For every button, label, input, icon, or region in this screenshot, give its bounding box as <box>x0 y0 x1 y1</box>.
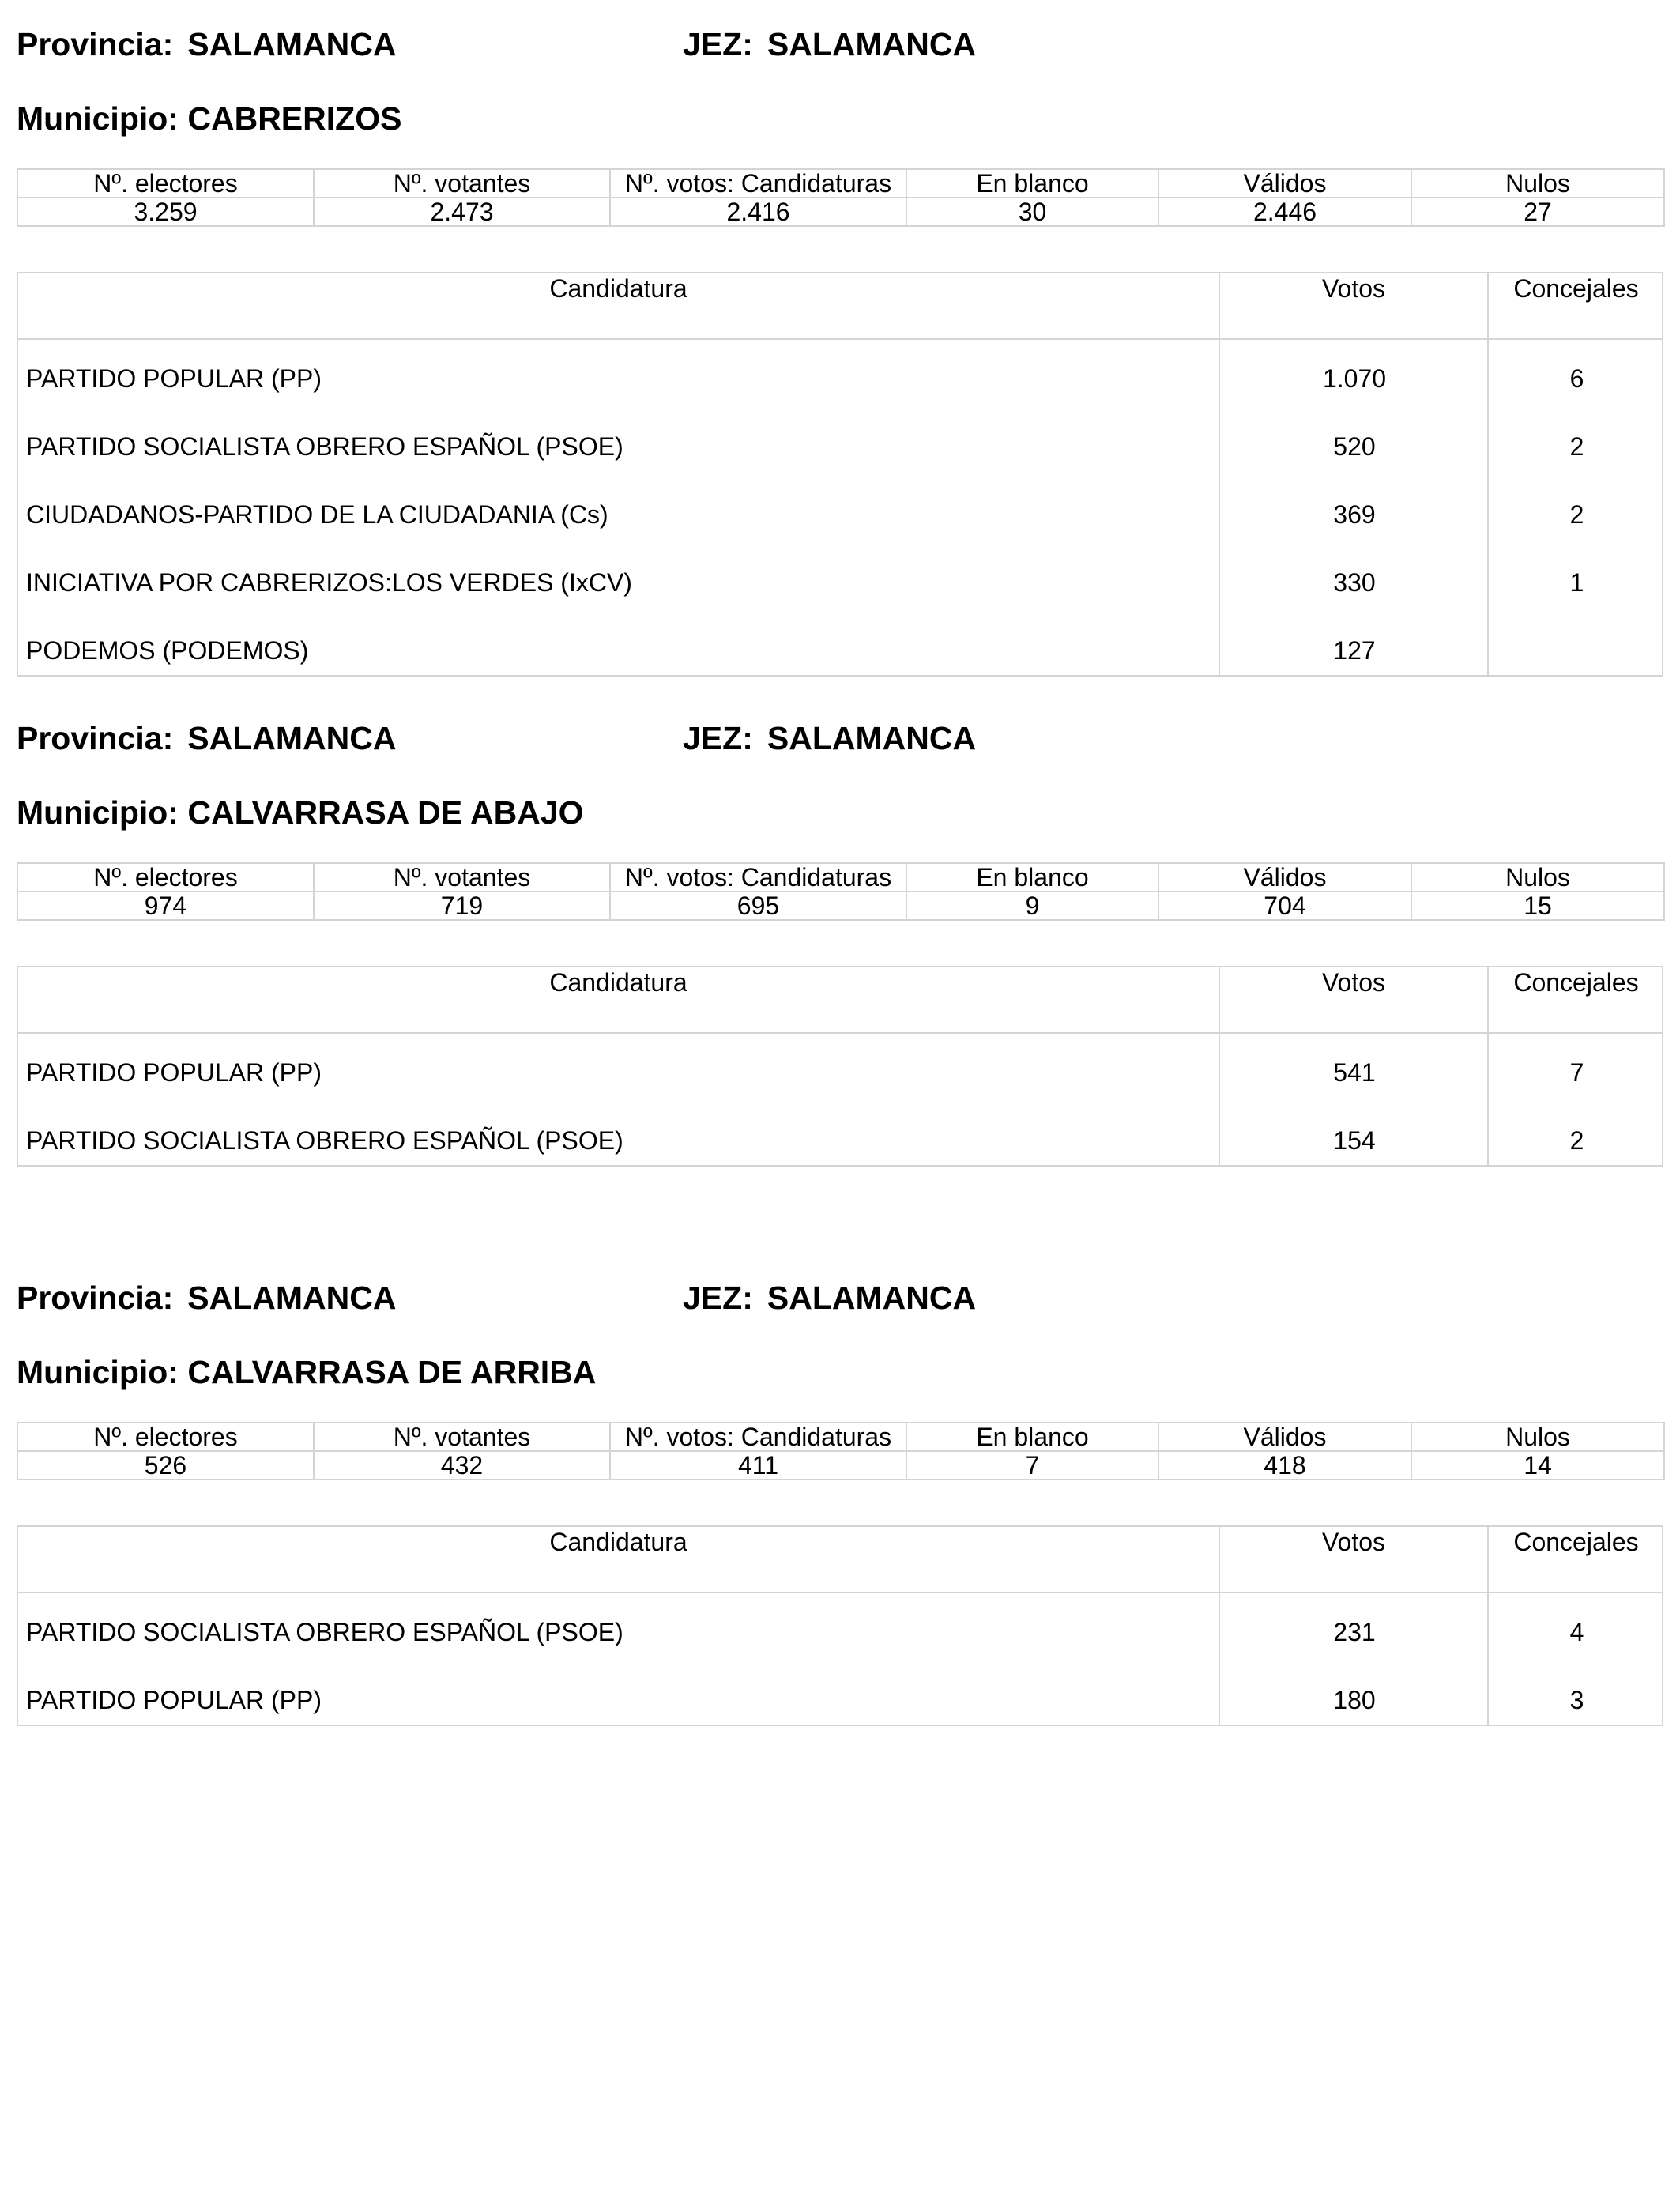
provincia-line <box>17 25 396 63</box>
stats-table <box>17 862 1665 921</box>
stats-header-cell: Nº. votos: Candidaturas <box>610 863 906 892</box>
stats-value-cell: 719 <box>314 892 610 920</box>
stats-header-cell: En blanco <box>906 1423 1158 1451</box>
stats-header-cell: Nº. votantes <box>314 169 610 198</box>
stats-header-cell: En blanco <box>906 169 1158 198</box>
candidatura-concejales: 2 <box>1569 1126 1584 1155</box>
jez-label: JEZ: <box>683 1280 753 1316</box>
candidatura-votos: 541 <box>1333 1058 1376 1087</box>
candidatura-name: INICIATIVA POR CABRERIZOS:LOS VERDES (IxCV) <box>26 568 632 597</box>
municipio-label: Municipio: <box>17 1354 179 1390</box>
candidatura-votos: 127 <box>1333 636 1376 665</box>
candidatura-concejales: 4 <box>1569 1618 1584 1646</box>
candidatura-row <box>18 612 1662 680</box>
candidatura-concejales: 3 <box>1569 1686 1584 1714</box>
concejales-header: Concejales <box>1513 1528 1639 1556</box>
stats-header-cell: Nulos <box>1411 863 1664 892</box>
jez-line <box>683 25 976 63</box>
stats-header-cell: Válidos <box>1158 863 1411 892</box>
candidatura-concejales: 1 <box>1569 568 1584 597</box>
stats-header-cell: Nulos <box>1411 169 1664 198</box>
candidatura-votos: 330 <box>1333 568 1376 597</box>
provincia-value: SALAMANCA <box>187 720 397 756</box>
candidatura-name: CIUDADANOS-PARTIDO DE LA CIUDADANIA (Cs) <box>26 500 608 529</box>
municipio-value: CALVARRASA DE ABAJO <box>187 794 584 831</box>
candidatura-votos: 369 <box>1333 500 1376 529</box>
candidatura-name: PARTIDO SOCIALISTA OBRERO ESPAÑOL (PSOE) <box>26 1126 623 1155</box>
municipio-value: CALVARRASA DE ARRIBA <box>187 1354 597 1390</box>
provincia-label: Provincia: <box>17 720 174 756</box>
provincia-label: Provincia: <box>17 1280 174 1316</box>
stats-value-row <box>17 892 1664 920</box>
stats-value-row <box>17 198 1664 226</box>
candidatura-name: PODEMOS (PODEMOS) <box>26 636 309 665</box>
stats-value-cell: 15 <box>1411 892 1664 920</box>
candidatura-row <box>18 1661 1662 1729</box>
stats-value-cell: 411 <box>610 1451 906 1480</box>
candidatura-row <box>18 544 1662 612</box>
jez-label: JEZ: <box>683 720 753 756</box>
concejales-header: Concejales <box>1513 968 1639 997</box>
jez-value: SALAMANCA <box>767 26 977 62</box>
provincia-line <box>17 719 396 757</box>
stats-header-cell: Nº. electores <box>17 169 314 198</box>
jez-value: SALAMANCA <box>767 720 977 756</box>
candidatura-concejales: 7 <box>1569 1058 1584 1087</box>
votos-header: Votos <box>1321 968 1386 997</box>
municipio-line <box>17 100 401 138</box>
stats-value-cell: 30 <box>906 198 1158 226</box>
stats-value-cell: 9 <box>906 892 1158 920</box>
candidatura-header: Candidatura <box>549 274 687 303</box>
candidatura-row <box>18 1102 1662 1170</box>
candidatura-concejales: 2 <box>1569 432 1584 461</box>
stats-header-row <box>17 863 1664 892</box>
stats-value-cell: 7 <box>906 1451 1158 1480</box>
stats-header-cell: Nº. votantes <box>314 1423 610 1451</box>
votos-header: Votos <box>1321 274 1386 303</box>
candidatura-header: Candidatura <box>549 1528 687 1556</box>
candidaturas-table <box>17 272 1663 677</box>
candidatura-name: PARTIDO SOCIALISTA OBRERO ESPAÑOL (PSOE) <box>26 432 623 461</box>
stats-header-cell: Nº. votos: Candidaturas <box>610 1423 906 1451</box>
candidatura-name: PARTIDO SOCIALISTA OBRERO ESPAÑOL (PSOE) <box>26 1618 623 1646</box>
candidatura-votos: 520 <box>1333 432 1376 461</box>
stats-header-cell: Nº. votos: Candidaturas <box>610 169 906 198</box>
jez-label: JEZ: <box>683 26 753 62</box>
provincia-value: SALAMANCA <box>187 1280 397 1316</box>
municipio-line <box>17 1353 596 1391</box>
candidaturas-header <box>18 967 1662 1034</box>
municipio-label: Municipio: <box>17 794 179 831</box>
candidatura-name: PARTIDO POPULAR (PP) <box>26 1058 322 1087</box>
candidatura-row <box>18 408 1662 476</box>
stats-table <box>17 168 1665 227</box>
stats-value-cell: 2.473 <box>314 198 610 226</box>
candidatura-row <box>18 1593 1662 1661</box>
municipio-label: Municipio: <box>17 100 179 137</box>
candidatura-votos: 1.070 <box>1322 364 1387 393</box>
stats-value-cell: 974 <box>17 892 314 920</box>
candidatura-votos: 231 <box>1333 1618 1376 1646</box>
jez-line <box>683 719 976 757</box>
provincia-line <box>17 1279 396 1317</box>
stats-value-row <box>17 1451 1664 1480</box>
stats-header-cell: Nº. electores <box>17 1423 314 1451</box>
municipio-line <box>17 794 584 831</box>
stats-table <box>17 1422 1665 1480</box>
candidaturas-header <box>18 1527 1662 1593</box>
candidatura-row <box>18 340 1662 408</box>
municipio-value: CABRERIZOS <box>187 100 402 137</box>
stats-value-cell: 14 <box>1411 1451 1664 1480</box>
stats-value-cell: 2.416 <box>610 198 906 226</box>
stats-header-cell: Válidos <box>1158 1423 1411 1451</box>
stats-header-cell: Nulos <box>1411 1423 1664 1451</box>
candidatura-header: Candidatura <box>549 968 687 997</box>
jez-line <box>683 1279 976 1317</box>
provincia-value: SALAMANCA <box>187 26 397 62</box>
stats-value-cell: 432 <box>314 1451 610 1480</box>
candidatura-name: PARTIDO POPULAR (PP) <box>26 364 322 393</box>
stats-value-cell: 704 <box>1158 892 1411 920</box>
stats-value-cell: 2.446 <box>1158 198 1411 226</box>
candidatura-name: PARTIDO POPULAR (PP) <box>26 1686 322 1714</box>
candidatura-row <box>18 1034 1662 1102</box>
candidaturas-header <box>18 273 1662 340</box>
candidatura-concejales: 6 <box>1569 364 1584 393</box>
provincia-label: Provincia: <box>17 26 174 62</box>
candidatura-votos: 154 <box>1333 1126 1376 1155</box>
candidatura-concejales: 2 <box>1569 500 1584 529</box>
candidaturas-table <box>17 966 1663 1167</box>
stats-value-cell: 3.259 <box>17 198 314 226</box>
candidaturas-table <box>17 1525 1663 1726</box>
stats-header-row <box>17 169 1664 198</box>
candidatura-votos: 180 <box>1333 1686 1376 1714</box>
jez-value: SALAMANCA <box>767 1280 977 1316</box>
stats-value-cell: 526 <box>17 1451 314 1480</box>
votos-header: Votos <box>1321 1528 1386 1556</box>
stats-header-cell: En blanco <box>906 863 1158 892</box>
stats-header-cell: Válidos <box>1158 169 1411 198</box>
concejales-header: Concejales <box>1513 274 1639 303</box>
stats-value-cell: 695 <box>610 892 906 920</box>
candidatura-row <box>18 476 1662 544</box>
stats-value-cell: 418 <box>1158 1451 1411 1480</box>
stats-value-cell: 27 <box>1411 198 1664 226</box>
stats-header-cell: Nº. votantes <box>314 863 610 892</box>
stats-header-row <box>17 1423 1664 1451</box>
stats-header-cell: Nº. electores <box>17 863 314 892</box>
